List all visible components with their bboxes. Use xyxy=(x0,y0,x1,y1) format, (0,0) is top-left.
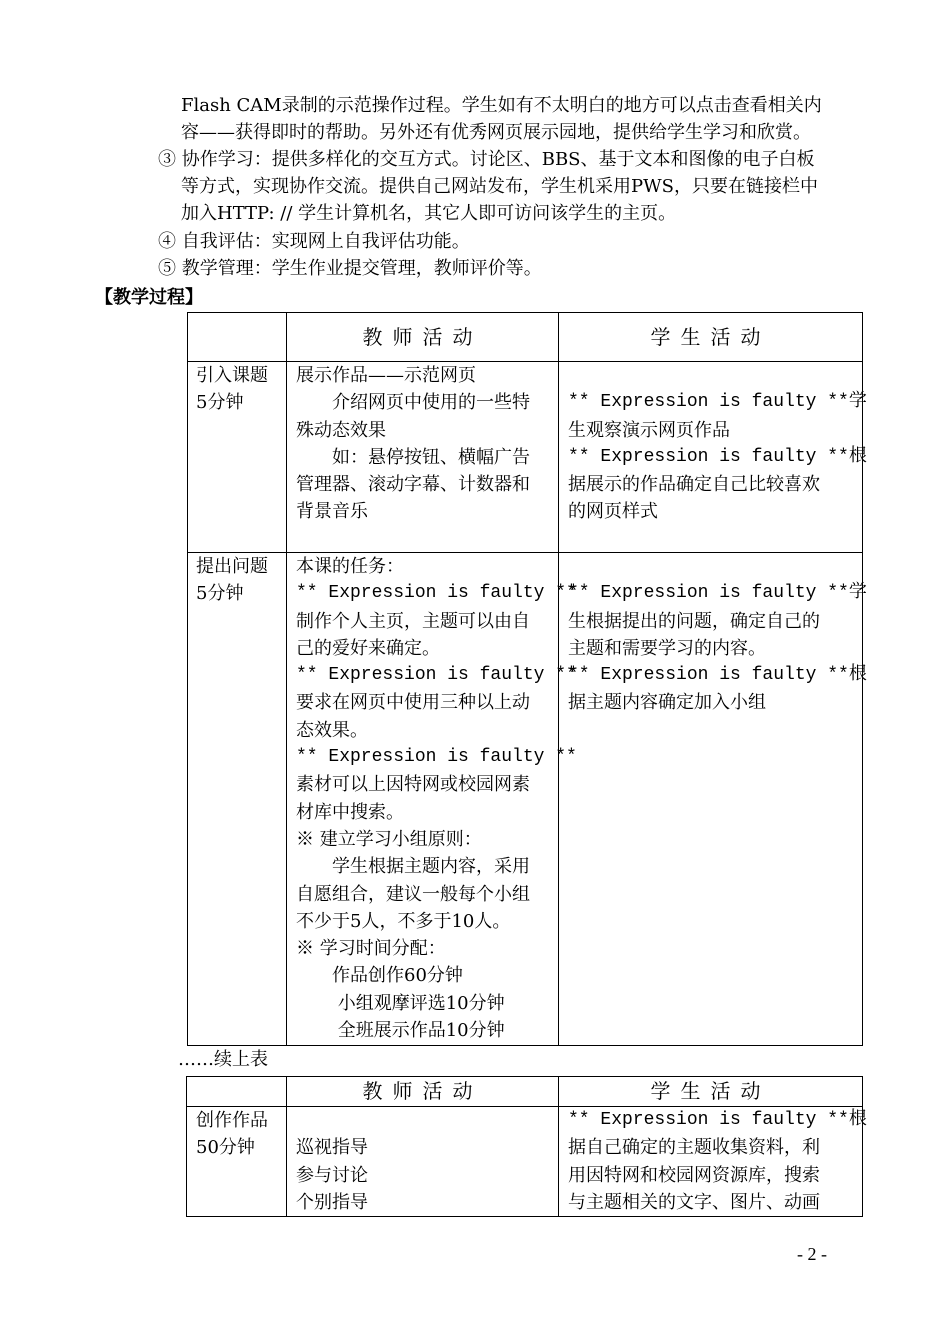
stage-title: 提出问题 xyxy=(196,556,268,577)
teacher-line: 态效果。 xyxy=(296,719,368,741)
student-line: 的网页样式 xyxy=(568,501,658,523)
student-line: 据展示的作品确定自己比较喜欢 xyxy=(568,474,820,496)
student-line: 据自己确定的主题收集资料，利 xyxy=(568,1137,820,1159)
teacher-line: 个别指导 xyxy=(296,1191,368,1213)
table1-row2-teacher xyxy=(296,553,577,1044)
stage-duration: 5分钟 xyxy=(196,392,244,414)
teacher-line: 背景音乐 xyxy=(296,501,368,523)
teacher-line: 己的爱好来确定。 xyxy=(296,637,440,659)
table1-row1-teacher xyxy=(296,362,530,526)
student-line: 主题和需要学习的内容。 xyxy=(568,637,766,659)
section-heading: 【教学过程】 xyxy=(95,287,203,308)
teacher-line: 学生根据主题内容，采用 xyxy=(296,856,530,878)
intro-line-5: 加入HTTP: // 学生计算机名，其它人即可访问该学生的主页。 xyxy=(181,203,677,224)
table1-header-student: 学生活动 xyxy=(650,325,771,349)
stage-duration: 5分钟 xyxy=(196,583,244,605)
table2-header-student: 学生活动 xyxy=(650,1079,771,1103)
teacher-line: 展示作品——示范网页 xyxy=(296,365,476,386)
table2-row1-teacher xyxy=(296,1107,368,1216)
teacher-line: ※ 学习时间分配： xyxy=(296,938,446,960)
teacher-line: 自愿组合，建议一般每个小组 xyxy=(296,883,530,905)
teacher-line: 素材可以上因特网或校园网素 xyxy=(296,774,530,796)
table2-row1-student xyxy=(568,1107,867,1216)
student-line: 据主题内容确定加入小组 xyxy=(568,692,766,714)
intro-item-5: ⑤ 教学管理：学生作业提交管理，教师评价等。 xyxy=(158,258,542,279)
table1-col-divider xyxy=(286,312,287,1046)
teacher-line: 不少于5人，不多于10人。 xyxy=(296,910,511,932)
student-line: ** Expression is faulty **学 xyxy=(568,583,867,604)
teacher-line: ** Expression is faulty ** xyxy=(296,665,577,686)
student-line: 与主题相关的文字、图片、动画 xyxy=(568,1191,820,1213)
teacher-line: ※ 建立学习小组原则： xyxy=(296,828,482,850)
teacher-line: 全班展示作品10分钟 xyxy=(296,1020,505,1042)
teacher-line: 巡视指导 xyxy=(296,1137,368,1159)
teacher-line: 参与讨论 xyxy=(296,1164,368,1186)
intro-line-2: 容——获得即时的帮助。另外还有优秀网页展示园地，提供给学生学习和欣赏。 xyxy=(181,122,811,143)
teacher-line: 殊动态效果 xyxy=(296,419,386,441)
student-line: ** Expression is faulty **学 xyxy=(568,392,867,413)
stage-duration: 50分钟 xyxy=(196,1137,255,1159)
student-line: ** Expression is faulty **根 xyxy=(568,446,867,467)
intro-item-4: ④ 自我评估：实现网上自我评估功能。 xyxy=(158,231,470,252)
intro-item-3: ③ 协作学习：提供多样化的交互方式。讨论区、BBS、基于文本和图像的电子白板 xyxy=(158,149,815,170)
teacher-line: 小组观摩评选10分钟 xyxy=(296,992,505,1014)
teacher-line: 制作个人主页，主题可以由自 xyxy=(296,610,530,632)
teacher-line: 作品创作60分钟 xyxy=(296,965,463,987)
teacher-line: ** Expression is faulty ** xyxy=(296,747,577,768)
teacher-line: 如：悬停按钮、横幅广告 xyxy=(296,446,530,468)
continued-label: ……续上表 xyxy=(178,1049,268,1070)
teacher-line: 介绍网页中使用的一些特 xyxy=(296,392,530,414)
table2-header-teacher: 教师活动 xyxy=(362,1079,483,1103)
student-line: 生观察演示网页作品 xyxy=(568,419,730,441)
table1-row1-student xyxy=(568,362,867,526)
table1-row1-stage xyxy=(196,362,268,417)
teacher-line: 要求在网页中使用三种以上动 xyxy=(296,692,530,714)
teacher-line: 本课的任务： xyxy=(296,556,404,577)
teacher-line: ** Expression is faulty ** xyxy=(296,583,577,604)
intro-line-4: 等方式，实现协作交流。提供自己网站发布，学生机采用PWS，只要在链接栏中 xyxy=(181,176,818,197)
page-number: - 2 - xyxy=(797,1244,827,1264)
table2-row1-stage xyxy=(196,1107,268,1162)
teacher-line: 管理器、滚动字幕、计数器和 xyxy=(296,474,530,496)
student-line: ** Expression is faulty **根 xyxy=(568,1110,867,1130)
teacher-line: 材库中搜索。 xyxy=(296,801,404,823)
student-line: 用因特网和校园网资源库，搜索 xyxy=(568,1164,820,1186)
stage-title: 创作作品 xyxy=(196,1110,268,1131)
student-line: 生根据提出的问题，确定自己的 xyxy=(568,610,820,632)
stage-title: 引入课题 xyxy=(196,365,268,386)
intro-line-1: Flash CAM录制的示范操作过程。学生如有不太明白的地方可以点击查看相关内 xyxy=(181,95,822,116)
table1-row2-stage xyxy=(196,553,268,608)
teacher-line xyxy=(296,1107,368,1134)
table1-header-teacher: 教师活动 xyxy=(362,325,483,349)
student-line xyxy=(568,362,867,389)
student-line xyxy=(568,553,867,580)
table1-row2-student xyxy=(568,553,867,717)
student-line: ** Expression is faulty **根 xyxy=(568,665,867,686)
